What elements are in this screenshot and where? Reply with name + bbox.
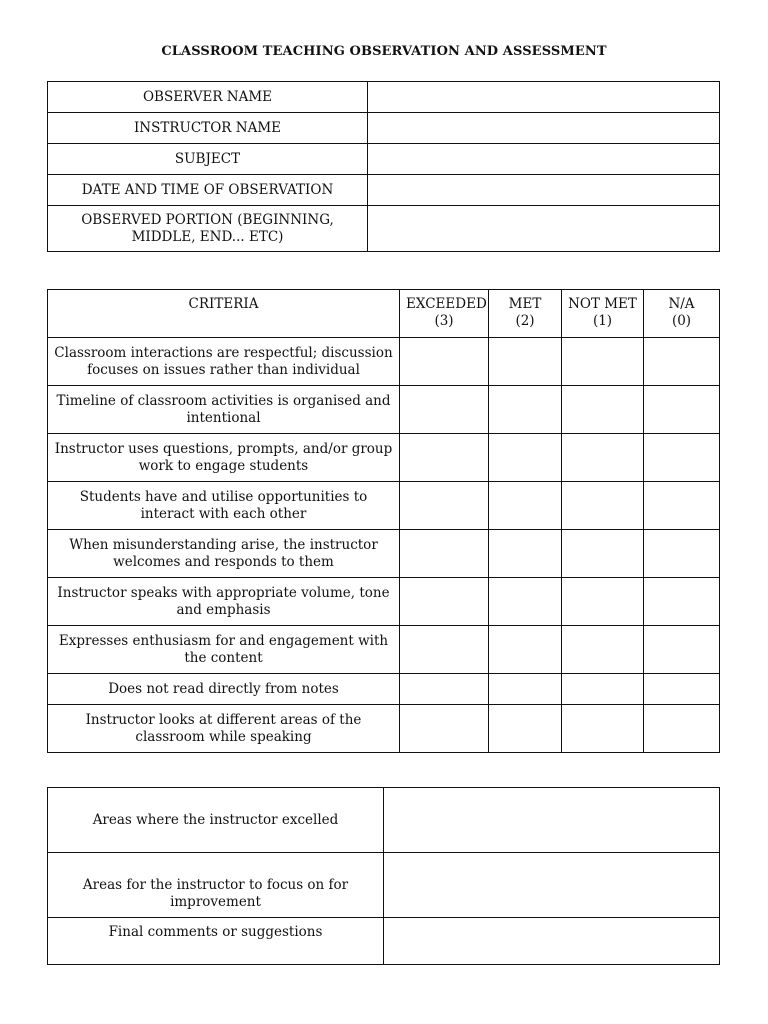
na-cell[interactable] [644,386,720,434]
not-met-cell[interactable] [562,626,644,674]
met-cell[interactable] [489,482,562,530]
not-met-cell[interactable] [562,674,644,705]
exceeded-cell[interactable] [400,578,489,626]
criteria-row [48,434,720,482]
na-cell[interactable] [644,674,720,705]
not-met-cell[interactable] [562,530,644,578]
na-cell[interactable] [644,434,720,482]
info-row-subject [48,144,720,175]
na-cell[interactable] [644,530,720,578]
criterion-label: Timeline of classroom activities is organised and intentional [48,386,400,434]
exceeded-header-label: EXCEEDED [406,296,487,312]
exceeded-cell[interactable] [400,530,489,578]
exceeded-cell[interactable] [400,626,489,674]
met-header-label: MET [508,296,542,312]
not-met-header [562,290,644,338]
improvement-label: Areas for the instructor to focus on for improvement [48,853,384,918]
criteria-row [48,530,720,578]
exceeded-cell[interactable] [400,338,489,386]
not-met-cell[interactable] [562,338,644,386]
criterion-label: Classroom interactions are respectful; discussion focuses on issues rather than individual [48,338,400,386]
not-met-cell[interactable] [562,705,644,753]
criteria-row [48,578,720,626]
exceeded-header [400,290,489,338]
info-row-instructor [48,113,720,144]
met-cell[interactable] [489,338,562,386]
na-header-label: N/A [668,296,695,312]
final-comments-label: Final comments or suggestions [48,918,384,965]
criteria-header-row [48,290,720,338]
not-met-header-score: (1) [592,313,613,329]
observer-name-label: OBSERVER NAME [48,82,368,113]
observed-portion-field[interactable] [368,206,720,252]
notes-row-final-comments [48,918,720,965]
notes-row-improvement [48,853,720,918]
not-met-cell[interactable] [562,578,644,626]
observer-name-field[interactable] [368,82,720,113]
exceeded-cell[interactable] [400,705,489,753]
date-time-label: DATE AND TIME OF OBSERVATION [48,175,368,206]
final-comments-field[interactable] [384,918,720,965]
criteria-row [48,705,720,753]
not-met-cell[interactable] [562,434,644,482]
instructor-name-label: INSTRUCTOR NAME [48,113,368,144]
observed-portion-label: OBSERVED PORTION (BEGINNING, MIDDLE, END... ETC) [48,206,368,252]
na-cell[interactable] [644,482,720,530]
met-cell[interactable] [489,386,562,434]
exceeded-cell[interactable] [400,434,489,482]
met-cell[interactable] [489,578,562,626]
met-cell[interactable] [489,705,562,753]
na-cell[interactable] [644,626,720,674]
improvement-field[interactable] [384,853,720,918]
criteria-header: CRITERIA [48,290,400,338]
criteria-row [48,338,720,386]
criteria-row [48,386,720,434]
exceeded-cell[interactable] [400,482,489,530]
observation-info-table [47,81,720,252]
met-cell[interactable] [489,626,562,674]
na-header [644,290,720,338]
criterion-label: Instructor looks at different areas of the classroom while speaking [48,705,400,753]
criteria-row [48,674,720,705]
criterion-label: Students have and utilise opportunities to interact with each other [48,482,400,530]
excelled-label: Areas where the instructor excelled [48,788,384,853]
exceeded-cell[interactable] [400,674,489,705]
criterion-label: Does not read directly from notes [48,674,400,705]
excelled-field[interactable] [384,788,720,853]
met-cell[interactable] [489,434,562,482]
na-header-score: (0) [671,313,692,329]
not-met-cell[interactable] [562,386,644,434]
criteria-row [48,482,720,530]
info-row-date-time [48,175,720,206]
criteria-row [48,626,720,674]
met-cell[interactable] [489,674,562,705]
na-cell[interactable] [644,705,720,753]
criterion-label: Instructor speaks with appropriate volume, tone and emphasis [48,578,400,626]
exceeded-cell[interactable] [400,386,489,434]
instructor-name-field[interactable] [368,113,720,144]
subject-label: SUBJECT [48,144,368,175]
criterion-label: When misunderstanding arise, the instructor welcomes and responds to them [48,530,400,578]
na-cell[interactable] [644,338,720,386]
criterion-label: Expresses enthusiasm for and engagement with the content [48,626,400,674]
not-met-cell[interactable] [562,482,644,530]
na-cell[interactable] [644,578,720,626]
criterion-label: Instructor uses questions, prompts, and/or group work to engage students [48,434,400,482]
notes-table [47,787,720,965]
criteria-table [47,289,720,753]
info-row-observer [48,82,720,113]
met-cell[interactable] [489,530,562,578]
info-row-observed-portion [48,206,720,252]
met-header-score: (2) [515,313,535,329]
notes-row-excelled [48,788,720,853]
met-header [489,290,562,338]
date-time-field[interactable] [368,175,720,206]
page-title: CLASSROOM TEACHING OBSERVATION AND ASSESSMENT [161,44,607,59]
not-met-header-label: NOT MET [568,296,637,312]
subject-field[interactable] [368,144,720,175]
exceeded-header-score: (3) [434,313,454,329]
